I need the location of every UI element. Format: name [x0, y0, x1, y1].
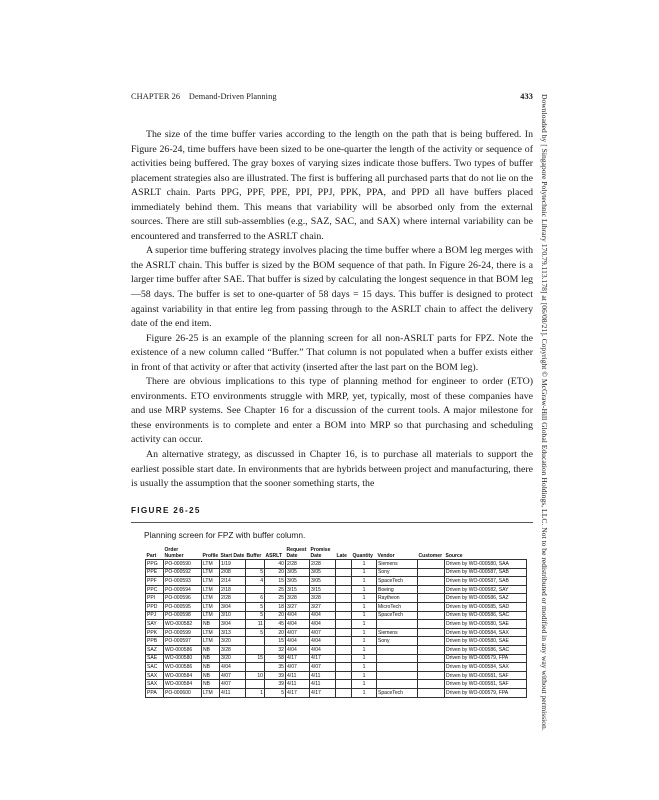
table-cell: SAX — [146, 671, 164, 680]
table-cell — [377, 671, 418, 680]
table-cell: NB — [202, 645, 220, 654]
table-row — [146, 688, 527, 697]
table-cell — [246, 663, 265, 672]
table-row — [146, 602, 527, 611]
table-cell — [418, 645, 445, 654]
table-cell — [418, 671, 445, 680]
table-cell: 4/04 — [286, 637, 310, 646]
header-top-cell — [336, 546, 352, 553]
table-cell: Driven by WO-000579, FPA — [445, 688, 527, 697]
table-cell: 4/04 — [310, 645, 336, 654]
table-row — [146, 611, 527, 620]
table-cell: 1/19 — [220, 560, 246, 569]
table-cell: 1 — [352, 620, 377, 629]
table-cell: SAC — [146, 663, 164, 672]
table-cell: Driven by WO-000581, SAF — [445, 680, 527, 689]
paragraph: There are obvious implications to this type of planning method for engineer to order (ETO) environments. ETO environments struggle with MRP, yet, typically, most of these companies have and use MRP systems. See Chapter 16 for a discussion of the current tools. A major milestone for these environments is to complete and enter a BOM into MRP so that purchasing and scheduling activity can occur. — [131, 376, 533, 446]
header-cell: Date — [310, 553, 322, 559]
table-cell: PPE — [146, 568, 164, 577]
planning-table — [145, 546, 527, 698]
table-cell: 4 — [246, 577, 265, 586]
table-cell: 4/17 — [310, 688, 336, 697]
table-cell: 4/07 — [286, 628, 310, 637]
table-cell: 40 — [265, 560, 286, 569]
table-cell: PPC — [146, 585, 164, 594]
paragraph: Figure 26-25 is an example of the planning screen for all non-ASRLT parts for FPZ. Note the existence of a new column called “Buffer.” That column is not populated when a buffer exists either in front of that activity or after that activity (inserted after the last part on the BOM leg). — [131, 332, 533, 373]
table-cell: 1 — [352, 654, 377, 663]
table-cell — [336, 654, 352, 663]
table-cell — [418, 560, 445, 569]
table-cell: 1 — [352, 688, 377, 697]
table-cell: WO-000580 — [164, 654, 202, 663]
table-cell — [418, 654, 445, 663]
table-cell: 5 — [246, 628, 265, 637]
header-top-cell — [418, 546, 445, 553]
table-cell: PO-000590 — [164, 560, 202, 569]
table-cell: Driven by WO-000579, FPA — [445, 654, 527, 663]
table-cell: PPA — [146, 688, 164, 697]
table-row — [146, 560, 527, 569]
table-cell — [246, 637, 265, 646]
table-cell: Driven by WO-000581, SAF — [445, 671, 527, 680]
header-cell: Late — [336, 553, 347, 559]
table-cell — [377, 663, 418, 672]
body-text — [131, 128, 533, 492]
table-cell: PPI — [146, 594, 164, 603]
table-cell: 4/04 — [286, 645, 310, 654]
table-cell: 3/28 — [310, 594, 336, 603]
table-cell: WO-000584 — [164, 680, 202, 689]
table-cell — [418, 611, 445, 620]
table-cell — [336, 577, 352, 586]
header-top-cell — [377, 546, 418, 553]
table-cell — [336, 637, 352, 646]
header-top-cell — [220, 546, 246, 553]
table-cell: WO-000586 — [164, 663, 202, 672]
table-cell: 4/07 — [220, 671, 246, 680]
header-cell: Quantity — [352, 553, 373, 559]
chapter-heading: CHAPTER 26 Demand-Driven Planning — [131, 92, 277, 101]
table-cell: 4/04 — [286, 611, 310, 620]
table-cell: 1 — [352, 637, 377, 646]
table-cell: PO-000596 — [164, 594, 202, 603]
header-top-cell — [352, 546, 377, 553]
table-cell: NB — [202, 671, 220, 680]
figure-label: FIGURE 26-25 — [131, 506, 201, 515]
running-head — [131, 92, 533, 106]
table-cell — [336, 611, 352, 620]
header-cell: Buffer — [246, 553, 262, 559]
table-cell: 1 — [352, 577, 377, 586]
table-row — [146, 620, 527, 629]
table-cell — [377, 654, 418, 663]
table-cell: 3/10 — [220, 611, 246, 620]
table-cell: 3/28 — [286, 594, 310, 603]
table-cell — [336, 663, 352, 672]
table-cell: SpaceTech — [377, 688, 418, 697]
table-cell: 35 — [265, 663, 286, 672]
table-row — [146, 671, 527, 680]
table-cell: LTM — [202, 568, 220, 577]
table-cell: NB — [202, 620, 220, 629]
table-cell — [377, 620, 418, 629]
table-cell: PO-000593 — [164, 577, 202, 586]
table-cell — [336, 560, 352, 569]
header-cell: Source — [445, 553, 463, 559]
table-cell: Driven by WO-000582, SAY — [445, 585, 527, 594]
table-cell: 2/14 — [220, 577, 246, 586]
download-notice-text: Downloaded by [ Singapore Polytechnic Library 170.79.113.178] at [06/08/21]. Copyright © McGraw-Hill Global Education Holdings, LLC. Not to be redistributed or modified in any way without permission. — [540, 94, 549, 731]
table-cell — [418, 620, 445, 629]
table-cell: LTM — [202, 577, 220, 586]
table-cell — [418, 680, 445, 689]
header-cell: ASRLT — [265, 553, 282, 559]
table-cell: 4/04 — [310, 611, 336, 620]
table-cell: Boeing — [377, 585, 418, 594]
table-cell — [418, 602, 445, 611]
header-top-cell — [445, 546, 527, 553]
table-cell — [246, 680, 265, 689]
header-top-cell — [146, 546, 164, 553]
table-cell: 25 — [265, 585, 286, 594]
table-cell: PO-000595 — [164, 602, 202, 611]
table-cell: 4/07 — [220, 680, 246, 689]
table-cell: PO-000600 — [164, 688, 202, 697]
table-row — [146, 568, 527, 577]
table-cell: LTM — [202, 594, 220, 603]
table-cell: 4/11 — [220, 688, 246, 697]
table-cell: 3/04 — [220, 620, 246, 629]
table-cell — [246, 585, 265, 594]
table-cell: 4/17 — [286, 688, 310, 697]
table-cell: 18 — [265, 602, 286, 611]
figure-26-25 — [131, 506, 533, 696]
paragraph: A superior time buffering strategy involves placing the time buffer where a BOM leg merges with the ASRLT chain. This buffer is sized by the BOM sequence of that path. In Figure 26-24, there is a larger time buffer after SAE. That buffer is sized by calculating the longest sequence in that BOM leg—58 days. The buffer is set to one-quarter of 58 days = 15 days. This buffer is designed to protect against variability in that entire leg from passing through to the ASRLT chain to affect the delivery date of the end item. — [131, 245, 533, 330]
table-cell: LTM — [202, 637, 220, 646]
table-cell: 3/04 — [220, 602, 246, 611]
table-cell — [336, 688, 352, 697]
table-cell — [418, 663, 445, 672]
table-cell: LTM — [202, 560, 220, 569]
table-cell: PPJ — [146, 611, 164, 620]
table-cell: PPK — [146, 628, 164, 637]
paragraph: An alternative strategy, as discussed in Chapter 16, is to purchase all materials to support the earliest possible start date. In environments that are hybrids between project and manufacturing, there is usually the assumption that the sooner something starts, the — [131, 449, 533, 490]
table-cell — [246, 645, 265, 654]
table-cell — [336, 680, 352, 689]
table-cell: SpaceTech — [377, 577, 418, 586]
table-cell: NB — [202, 654, 220, 663]
table-cell: 2/28 — [220, 594, 246, 603]
table-row — [146, 663, 527, 672]
table-cell: PPF — [146, 577, 164, 586]
table-cell: 4/07 — [310, 628, 336, 637]
table-cell: 58 — [265, 654, 286, 663]
header-cell: Part — [146, 553, 157, 559]
table-cell: 39 — [265, 680, 286, 689]
table-cell: PPB — [146, 637, 164, 646]
table-cell — [418, 637, 445, 646]
table-cell: Sony — [377, 637, 418, 646]
table-cell: 3/28 — [220, 645, 246, 654]
table-cell: 1 — [352, 663, 377, 672]
table-cell: 1 — [352, 602, 377, 611]
table-cell — [377, 645, 418, 654]
table-cell: 15 — [246, 654, 265, 663]
table-cell: 4/04 — [310, 637, 336, 646]
table-cell: 4/17 — [286, 654, 310, 663]
table-cell: 4/07 — [286, 663, 310, 672]
table-cell: Driven by WO-000580, SAE — [445, 620, 527, 629]
table-cell: Driven by WO-000587, SAB — [445, 577, 527, 586]
table-cell: 2/28 — [286, 560, 310, 569]
table-cell: 3/20 — [220, 637, 246, 646]
table-header-row-top — [146, 546, 527, 553]
table-cell: PO-000592 — [164, 568, 202, 577]
table-cell — [418, 688, 445, 697]
header-top-cell — [265, 546, 286, 553]
figure-caption: Planning screen for FPZ with buffer column. — [144, 530, 306, 540]
header-cell: Start Date — [220, 553, 245, 559]
table-cell: 6 — [246, 594, 265, 603]
table-cell: 1 — [246, 688, 265, 697]
header-cell: Date — [286, 553, 298, 559]
table-cell: Driven by WO-000587, SAB — [445, 568, 527, 577]
table-cell: Driven by WO-000580, SAE — [445, 637, 527, 646]
table-cell: 3/15 — [310, 585, 336, 594]
table-row — [146, 654, 527, 663]
table-cell: 5 — [246, 602, 265, 611]
table-cell: 2/28 — [310, 560, 336, 569]
table-row — [146, 637, 527, 646]
table-cell: PO-000599 — [164, 628, 202, 637]
table-cell: 4/07 — [310, 663, 336, 672]
paragraph: The size of the time buffer varies according to the length on the path that is being buffered. In Figure 26-24, time buffers have been sized to be one-quarter the length of the activity or sequence of activities being buffered. The gray boxes of varying sizes indicate those buffers. Two types of buffer placement strategies also are illustrated. The first is buffering all purchased parts that do not lie on the ASRLT chain. Parts PPG, PPF, PPE, PPI, PPJ, PPK, PPA, and PPD all have buffers placed immediately behind them. This means that variability will be absorbed only from the external sources. There are still sub-assemblies (e.g., SAZ, SAC, and SAX) where internal variability can be encountered and transferred to the ASRLT chain. — [131, 129, 533, 242]
table-cell — [377, 680, 418, 689]
table-cell: PO-000598 — [164, 611, 202, 620]
table-cell: 15 — [265, 577, 286, 586]
table-cell: 1 — [352, 680, 377, 689]
header-cell: Profile — [202, 553, 219, 559]
table-cell: SpaceTech — [377, 611, 418, 620]
table-cell: 32 — [265, 645, 286, 654]
table-cell: 3/05 — [310, 577, 336, 586]
table-cell: 3/20 — [220, 654, 246, 663]
table-cell: LTM — [202, 628, 220, 637]
table-cell: WO-000582 — [164, 620, 202, 629]
table-cell: 20 — [265, 568, 286, 577]
header-cell: Customer — [418, 553, 443, 559]
table-cell: Driven by WO-000586, SAZ — [445, 594, 527, 603]
table-cell: Siemens — [377, 560, 418, 569]
table-cell: LTM — [202, 611, 220, 620]
table-cell: 15 — [265, 637, 286, 646]
table-cell: SAY — [146, 620, 164, 629]
table-cell: 20 — [265, 628, 286, 637]
table-cell: 10 — [246, 671, 265, 680]
table-cell: 3/05 — [310, 568, 336, 577]
table-cell: LTM — [202, 585, 220, 594]
table-cell: 1 — [352, 611, 377, 620]
table-cell: 1 — [352, 585, 377, 594]
table-cell: PPG — [146, 560, 164, 569]
download-notice — [540, 94, 557, 731]
table-cell: 1 — [352, 568, 377, 577]
table-cell: LTM — [202, 602, 220, 611]
table-row — [146, 585, 527, 594]
figure-rule — [131, 522, 533, 523]
table-cell: 3/15 — [286, 585, 310, 594]
header-top-cell: Order — [164, 547, 179, 553]
table-cell: 5 — [246, 611, 265, 620]
table-cell — [418, 594, 445, 603]
table-cell: 1 — [352, 560, 377, 569]
table-cell: 3/05 — [286, 577, 310, 586]
table-cell: 3/27 — [286, 602, 310, 611]
table-cell: 5 — [246, 568, 265, 577]
table-cell: WO-000586 — [164, 645, 202, 654]
table-cell: PO-000594 — [164, 585, 202, 594]
table-cell: 45 — [265, 620, 286, 629]
table-cell: Raytheon — [377, 594, 418, 603]
table-cell: MicroTech — [377, 602, 418, 611]
table-cell: Driven by WO-000586, SAC — [445, 645, 527, 654]
table-cell — [336, 671, 352, 680]
table-cell: 5 — [265, 688, 286, 697]
table-cell: 11 — [246, 620, 265, 629]
table-cell: PPD — [146, 602, 164, 611]
table-cell — [336, 645, 352, 654]
table-cell — [336, 585, 352, 594]
table-cell: 1 — [352, 671, 377, 680]
table-cell: LTM — [202, 688, 220, 697]
table-cell: Driven by WO-000584, SAX — [445, 628, 527, 637]
table-cell — [336, 620, 352, 629]
table-cell: 20 — [265, 611, 286, 620]
table-cell: 3/27 — [310, 602, 336, 611]
table-cell: Driven by WO-000584, SAX — [445, 663, 527, 672]
table-cell: NB — [202, 663, 220, 672]
table-cell: 1 — [352, 628, 377, 637]
table-cell: 3/05 — [286, 568, 310, 577]
table-row — [146, 577, 527, 586]
table-cell: SAZ — [146, 645, 164, 654]
header-top-cell — [246, 546, 265, 553]
table-cell: SAX — [146, 680, 164, 689]
table-cell: 39 — [265, 671, 286, 680]
table-cell — [336, 602, 352, 611]
table-cell: PO-000597 — [164, 637, 202, 646]
table-cell: 1 — [352, 645, 377, 654]
table-cell: WO-000584 — [164, 671, 202, 680]
header-top-cell — [202, 546, 220, 553]
table-cell — [336, 568, 352, 577]
table-cell: 4/04 — [286, 620, 310, 629]
table-cell — [418, 628, 445, 637]
table-cell: 4/04 — [310, 620, 336, 629]
table-cell: Driven by WO-000585, SAD — [445, 602, 527, 611]
table-cell — [418, 568, 445, 577]
table-cell: 25 — [265, 594, 286, 603]
table-row — [146, 594, 527, 603]
table-cell: 2/18 — [220, 585, 246, 594]
page-number: 433 — [520, 92, 533, 101]
table-row — [146, 680, 527, 689]
table-cell: 4/11 — [310, 671, 336, 680]
table-cell — [418, 577, 445, 586]
table-cell: 4/11 — [310, 680, 336, 689]
table-cell: 2/08 — [220, 568, 246, 577]
table-cell: 4/04 — [220, 663, 246, 672]
header-top-cell: Promise — [310, 547, 331, 553]
table-row — [146, 628, 527, 637]
header-top-cell: Request — [286, 547, 307, 553]
table-cell: Sony — [377, 568, 418, 577]
table-row — [146, 645, 527, 654]
table-cell: Driven by WO-000586, SAC — [445, 611, 527, 620]
header-cell: Vendor — [377, 553, 395, 559]
table-cell — [336, 594, 352, 603]
table-cell: Siemens — [377, 628, 418, 637]
table-cell: NB — [202, 680, 220, 689]
table-cell: 4/11 — [286, 671, 310, 680]
table-cell: 4/11 — [286, 680, 310, 689]
table-cell: SAE — [146, 654, 164, 663]
table-cell: 4/17 — [310, 654, 336, 663]
table-cell — [336, 628, 352, 637]
table-cell: Driven by WO-000580, SAA — [445, 560, 527, 569]
table-cell — [246, 560, 265, 569]
table-cell — [418, 585, 445, 594]
table-body — [146, 560, 527, 698]
table-cell: 3/13 — [220, 628, 246, 637]
header-cell: Number — [164, 553, 184, 559]
table-cell: 1 — [352, 594, 377, 603]
